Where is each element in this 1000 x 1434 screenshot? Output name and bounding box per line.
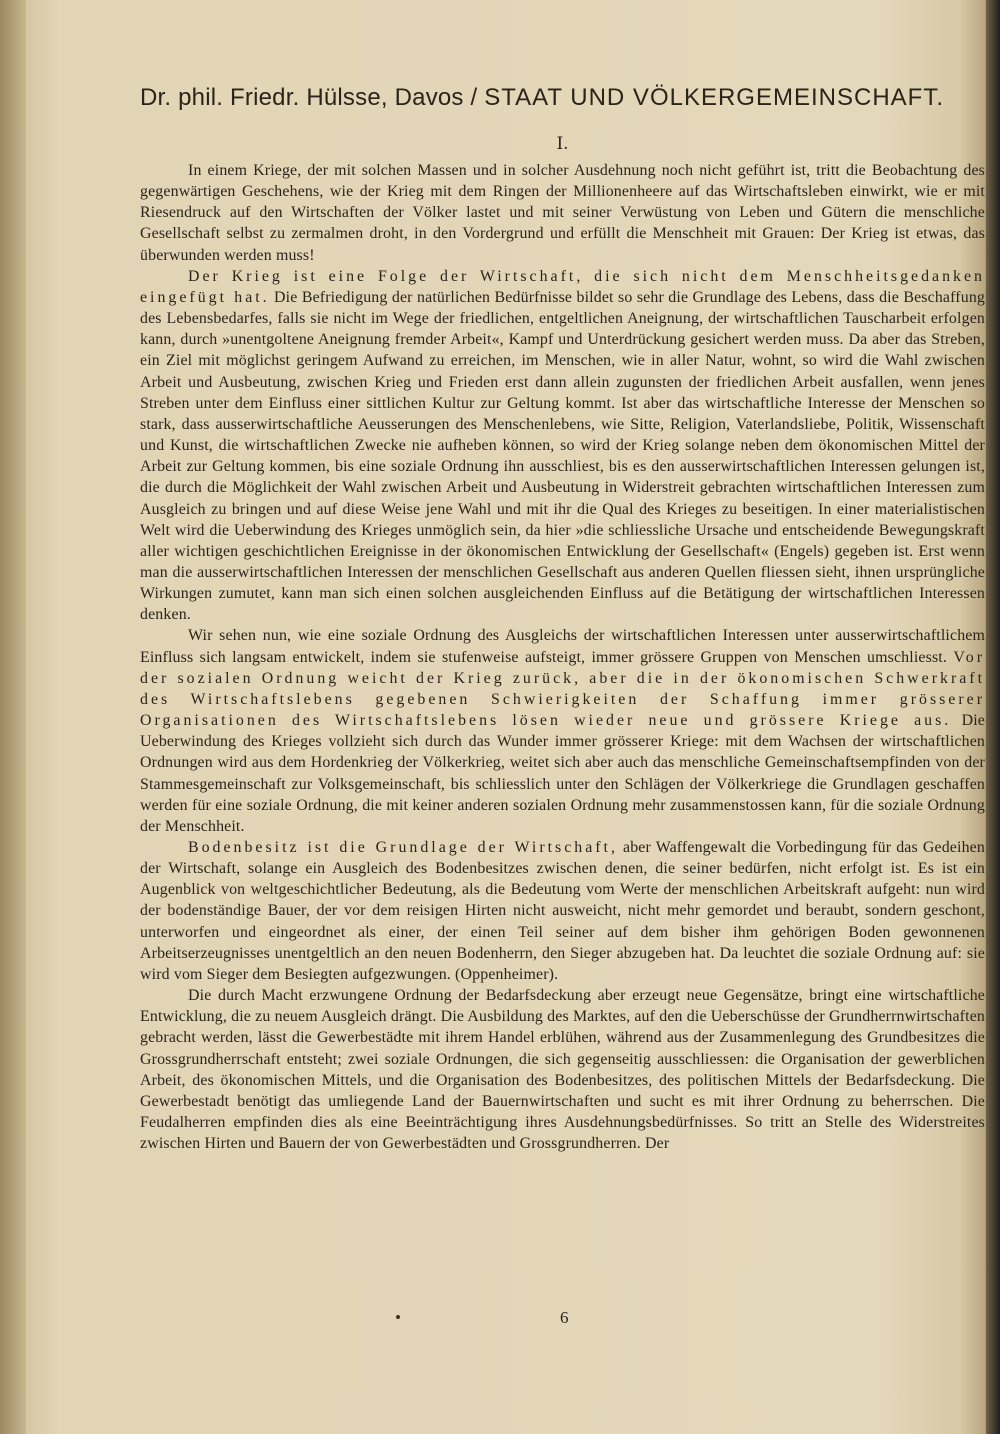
page-gutter xyxy=(0,0,26,1434)
paragraph xyxy=(140,266,985,626)
article-title: STAAT UND VÖLKERGEMEINSCHAFT. xyxy=(484,84,944,111)
book-edge xyxy=(986,0,1000,1434)
paragraph-text: In einem Kriege, der mit solchen Massen und in solcher Ausdehnung noch nicht geführt ist, tritt die Beobachtung des gegenwärtigen Geschehens, wie der Krieg mit dem Ringen der Millionenheere auf das Wirtschaftsleben einwirkt, wie er mit Riesendruck auf den Wirtschaften der Völker lastet und mit seiner Verwüstung von Leben und Gütern die menschliche Gesellschaft selbst zu zermalmen droht, in den Vordergrund und erfüllt die Menschheit mit Grauen: Der Krieg ist etwas, das überwunden werden muss! xyxy=(140,162,985,264)
paragraph xyxy=(140,160,985,266)
article-body xyxy=(140,160,985,1154)
article-heading xyxy=(140,84,985,112)
paragraph xyxy=(140,985,985,1154)
page-content xyxy=(140,70,985,1154)
paragraph-text: Die Befriedigung der natürlichen Bedürfnisse bildet so sehr die Grundlage des Lebens, dass die Beschaffung des Lebensbedarfes, falls sie nicht im Wege der friedlichen, entgeltlichen Aneignung, der wirtschaftlichen Tauscharbeit erfolgen kann, durch »unentgoltene Aneignung fremder Arbeit«, Kampf und Unterdrückung gesichert werden muss. Da aber das Streben, ein Ziel mit möglichst geringem Aufwand zu erreichen, im Menschen, wie in aller Natur, wohnt, so wird die Wahl zwischen Arbeit und Ausbeutung, zwischen Krieg und Frieden erst dann allein zugunsten der friedlichen Arbeit ausfallen, wenn jenes Streben unter dem Einfluss einer sittlichen Kultur zur Geltung kommt. Ist aber das wirtschaftliche Interesse der Menschen so stark, dass ausserwirtschaftliche Aeusserungen des Menschenlebens, wie Sitte, Religion, Vaterlandsliebe, Politik, Wissenschaft und Kunst, die wirtschaftlichen Zwecke nie aufheben können, so wird der Krieg solange neben dem ökonomischen Mittel der Arbeit zur Geltung kommen, bis eine soziale Ordnung ihn ausschliest, bis es den ausserwirtschaftlichen Interessen gelungen ist, die durch die Möglichkeit der Wahl zwischen Arbeit und Ausbeutung in Widerstreit gebrachten wirtschaftlichen Interessen zum Ausgleich zu bringen und auf diese Weise jene Wahl und mit ihr die Qual des Krieges zu beseitigen. In einer materialistischen Welt wird die Ueberwindung des Krieges unmöglich sein, da hier »die schliessliche Ursache und entscheidende Bewegungskraft aller wichtigen geschichtlichen Ereignisse in der ökonomischen Entwicklung der Gesellschaft« (Engels) gegeben ist. Erst wenn man die ausserwirtschaftlichen Interessen der menschlichen Gesellschaft aus anderen Quellen fliessen sieht, ihnen ursprüngliche Wirkungen zumutet, kann man sich einen solchen ausgleichenden Einfluss auf die Betätigung der wirtschaftlichen Interessen denken. xyxy=(140,288,986,624)
paragraph-text: Die durch Macht erzwungene Ordnung der Bedarfsdeckung aber erzeugt neue Gegensätze, bringt eine wirtschaftliche Entwicklung, die zu neuem Ausgleich drängt. Die Ausbildung des Marktes, auf den die Ueberschüsse der Grundherrnwirtschaften gebracht werden, lässt die Gewerbestädte mit ihrem Handel erblühen, während aus der Zusammenlegung des Grundbesitzes die Grossgrundherrschaft entsteht; zwei soziale Ordnungen, die sich gegenseitig ausschliessen: die Organisation der gewerblichen Arbeit, des ökonomischen Mittels, und die Organisation des Bodenbesitzes, des politischen Mittels der Bedarfsdeckung. Die Gewerbestadt benötigt das umliegende Land der Bauernwirtschaften und sucht es mit ihrer Ordnung zu beherrschen. Die Feudalherren empfinden dies als eine Beeinträchtigung ihres Ausdehnungsbedürfnisses. So tritt an Stelle des Widerstreites zwischen Hirten und Bauern der von Gewerbestädten und Grossgrundherren. Der xyxy=(140,987,985,1153)
paragraph-emphasis: Vor der sozialen Ordnung weicht der Krieg zurück, aber die in der ökonomischen Schwerkraft des Wirtschaftslebens gegebenen Schwierigkeiten der Schaffung immer grösserer Organisationen des Wirtschaftslebens lösen wieder neue und grössere Kriege aus. xyxy=(140,648,985,730)
paragraph-lead: Der Krieg ist eine Folge der Wirtschaft, die sich nicht dem Menschheitsgedanken eingefügt hat. xyxy=(140,267,985,306)
paragraph-tail: Die Ueberwindung des Krieges vollzieht sich durch das Wunder immer grösserer Kriege: mit dem Wachsen der wirtschaftlichen Ordnungen wird aus dem Hordenkrieg der Völkerkrieg, weitet sich aber auch das menschliche Gemeinschaftsempfinden von der Stammesgemeinschaft zur Volksgemeinschaft, bis schliesslich unter den Schlägen der Völkerkriege die Grundlagen geschaffen werden für eine soziale Ordnung, die mit keiner anderen sozialen Ordnung mehr zusammenstossen kann, für die soziale Ordnung der Menschheit. xyxy=(140,712,985,835)
paragraph-text: aber Waffengewalt die Vorbedingung für das Gedeihen der Wirtschaft, solange ein Ausgleich des Bodenbesitzes zwischen denen, die seiner bedürfen, nicht erfolgt ist. Es ist ein Augenblick von weltgeschichtlicher Bedeutung, als die Bedeutung vom Werte der menschlichen Arbeitskraft aufgeht: nun wird der bodenständige Bauer, der vor dem reisigen Hirten nicht ausweicht, nicht mehr gemordet und beraubt, sondern geschont, unterworfen und eingeordnet als einer, der einen Teil seiner auf dem bisher ihm gehörigen Boden gewonnenen Arbeitserzeugnisses unentgeltlich an den neuen Bodenherrn, den Sieger abzugeben hat. Da leuchtet die soziale Ordnung auf: sie wird vom Sieger dem Besiegten aufgezwungen. (Oppenheimer). xyxy=(140,839,985,983)
section-number: I. xyxy=(556,134,569,154)
paragraph xyxy=(140,837,985,985)
paragraph xyxy=(140,625,985,837)
paragraph-text: Wir sehen nun, wie eine soziale Ordnung des Ausgleichs der wirtschaftlichen Interessen unter ausserwirtschaftlichem Einfluss sich langsam entwickelt, indem sie stufenweise aufsteigt, immer grössere Gruppen von Menschen umschliesst. xyxy=(140,627,985,666)
article-author: Dr. phil. Friedr. Hülsse, Davos / xyxy=(140,84,478,111)
paragraph-lead: Bodenbesitz ist die Grundlage der Wirtschaft, xyxy=(188,839,618,856)
print-speck xyxy=(396,1315,400,1319)
page-number: 6 xyxy=(560,1308,569,1327)
